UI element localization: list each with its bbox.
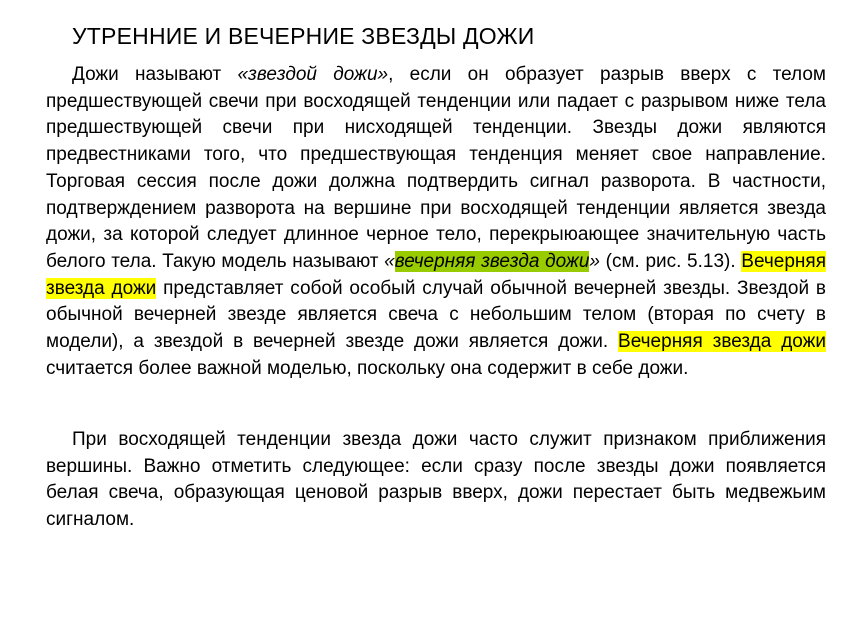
italic-term: «звездой дожи» (237, 64, 389, 85)
text-run: , если он образует разрыв вверх с телом предшествующей свечи при восходящей тенденции или падает с разрывом ниже тела предшествующей свечи при нисходящей тенденции. Звезды дожи являются предвестниками того, что предшествующая тенденция меняет свое направление. Торговая сессия после дожи должна подтвердить сигнал разворота. В частности, подтверждением разворота на вершине при восходящей тенденции является звезда дожи, за которой следует длинное черное тело, перекрыюающее значительную часть белого тела. Такую модель называют (46, 64, 826, 272)
text-run: (см. рис. 5.13). (599, 250, 742, 272)
paragraph-1 (46, 62, 826, 382)
yellow-highlight-term: Вечерняя звезда дожи (46, 250, 826, 299)
italic-quote-close: » (589, 250, 600, 272)
italic-quote-open: « (384, 250, 395, 272)
section-heading: УТРЕННИЕ И ВЕЧЕРНИЕ ЗВЕЗДЫ ДОЖИ (72, 23, 535, 49)
text-run: считается более важной моделью, поскольку она содержит в себе дожи. (46, 357, 689, 379)
text-run: представляет собой особый случай обычной вечерней звезды. Звездой в обычной вечерней звезде является свеча с небольшим телом (вторая по счету в модели), а звездой в вечерней звезде дожи является дожи. (46, 277, 826, 353)
paragraph-2: При восходящей тенденции звезда дожи часто служит признаком приближения вершины. Важно отметить следующее: если сразу после звезды дожи появляется белая свеча, образующая ценовой разрыв вверх, дожи перестает быть медвежьим сигналом. (46, 429, 826, 531)
text-run: Дожи называют (72, 64, 238, 85)
yellow-highlight-term: Вечерняя звезда дожи (618, 331, 826, 353)
green-highlight-term: вечерняя звезда дожи (394, 250, 590, 272)
